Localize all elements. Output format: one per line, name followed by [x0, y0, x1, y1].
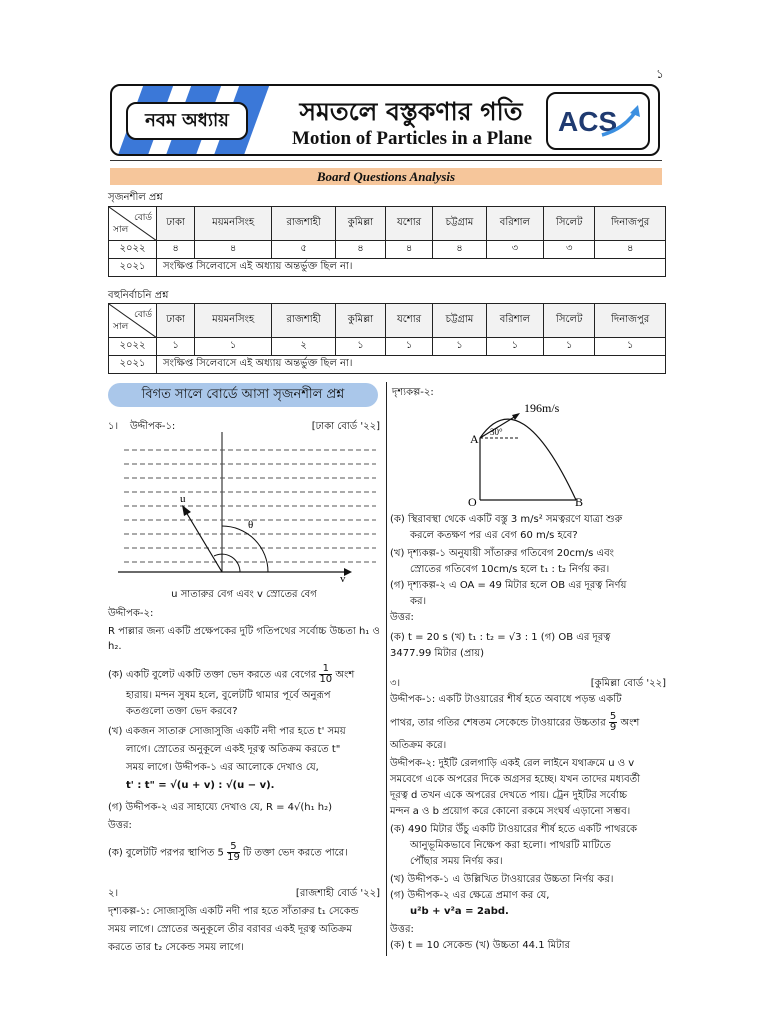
river-figure [118, 432, 380, 582]
stimulus-1-line: উদ্দীপক-১: একটি টাওয়ারের শীর্ষ হতে অবাধে পড়ন্ত একটি [390, 694, 622, 705]
mcq-label: বহুনির্বাচনি প্রশ্ন [108, 290, 169, 301]
answer-text: (ক) t = 10 সেকেন্ড (খ) উচ্চতা 44.1 মিটার [390, 940, 571, 951]
q1-number: ১। [108, 421, 119, 432]
question-c: (গ) উদ্দীপক-২ এর সাহায্যে দেখাও যে, R = 4√(h₁ h₂) [108, 802, 333, 813]
corner-cell: বোর্ড সাল [109, 207, 157, 241]
board-header: সিলেট [544, 304, 595, 338]
board-header: বরিশাল [486, 304, 543, 338]
header-rule [110, 160, 662, 161]
chapter-title-bn: সমতলে বস্তুকণার গতি [299, 97, 523, 126]
corner-cell: বোর্ড সাল [109, 304, 157, 338]
answer-text: (ক) বুলেটটি পরপর স্থাপিত 5 $\frac{5}{19}$ টি তক্তা ভেদ করতে পারে। [108, 841, 348, 863]
table-row: ২০২১ সংক্ষিপ্ত সিলেবাসে এই অধ্যায় অন্তর্ভুক্ত ছিল না। [109, 259, 666, 277]
point-b-label: B [575, 495, 584, 509]
q1-stimulus-label: উদ্দীপক-১: [130, 421, 176, 432]
q3-number: ৩। [390, 678, 401, 689]
question-c-line: কর। [410, 596, 427, 607]
q2-text: করতে তার t₂ সেকেন্ড সময় লাগে। [108, 942, 244, 953]
chapter-banner [110, 84, 660, 156]
acs-logo-mark [552, 99, 644, 143]
answer-text: 3477.99 মিটার (প্রায়) [390, 648, 485, 659]
table-row: ২০২২ ১ ১ ২ ১ ১ ১ ১ ১ ১ [109, 338, 666, 356]
creative-table [108, 206, 666, 277]
board-header: চট্টগ্রাম [433, 304, 486, 338]
board-header: রাজশাহী [272, 207, 336, 241]
board-header: দিনাজপুর [595, 304, 666, 338]
question-a-line: পৌঁছার সময় নির্ণয় কর। [410, 856, 503, 867]
scene-2-label: দৃশ্যকল্প-২: [392, 387, 434, 398]
answer-label: উত্তর: [390, 924, 414, 935]
question-c-line: (গ) উদ্দীপক-২ এর ক্ষেত্রে প্রমাণ কর যে, [390, 890, 550, 901]
question-a-line: (ক) স্থিরাবস্থা থেকে একটি বস্তু 3 m/s² সমত্বরণে যাত্রা শুরু [390, 514, 623, 525]
stimulus-1-line: অতিক্রম করে। [390, 740, 447, 751]
fraction: $\frac{5}{19}$ [227, 841, 240, 863]
board-header: ময়মনসিংহ [195, 207, 272, 241]
question-b-line: (খ) দৃশ্যকল্প-১ অনুযায়ী সাঁতারুর গতিবেগ 20cm/s এবং [390, 548, 614, 559]
board-header: বরিশাল [486, 207, 543, 241]
v-label: v [340, 573, 346, 582]
question-b-line: লাগে। স্রোতের অনুকূলে একই দূরত্ব অতিক্রম করতে t" [126, 744, 341, 755]
stimulus-2-text: R পাল্লার জন্য একটি প্রক্ষেপকের দুটি গতিপথের সর্বোচ্চ উচ্চতা h₁ ও h₂. [108, 626, 380, 652]
table-row: ২০২২ ৪ ৪ ৫ ৪ ৪ ৪ ৩ ৩ ৪ [109, 241, 666, 259]
u-label: u [180, 493, 186, 505]
q2-number: ২। [108, 888, 119, 899]
question-b-line: (খ) একজন সাতারু সোজাসুজি একটি নদী পার হতে t' সময় [108, 726, 346, 737]
board-header: কুমিল্লা [336, 207, 386, 241]
section-title: বিগত সালে বোর্ডে আসা সৃজনশীল প্রশ্ন [108, 383, 378, 407]
mcq-table [108, 303, 666, 374]
table-row: ২০২১ সংক্ষিপ্ত সিলেবাসে এই অধ্যায় অন্তর্ভুক্ত ছিল না। [109, 356, 666, 374]
question-a-line: (ক) 490 মিটার উঁচু একটি টাওয়ারের শীর্ষ হতে একটি পাথরকে [390, 824, 638, 835]
answer-label: উত্তর: [390, 612, 414, 623]
q2-board: [রাজশাহী বোর্ড '২২] [295, 888, 380, 899]
creative-label: সৃজনশীল প্রশ্ন [108, 192, 163, 203]
stimulus-2-line: উদ্দীপক-২: দুইটি রেলগাড়ি একই রেল লাইনে যথাক্রমে u ও v [390, 758, 635, 769]
fraction: $\frac{1}{10}$ [319, 663, 333, 685]
question-a-line: হারায়। মন্দন সুষম হলে, বুলেটটি থামার পূর্বে অনুরূপ [126, 690, 331, 701]
chapter-label: নবম অধ্যায় [126, 102, 248, 140]
projectile-figure [462, 398, 612, 510]
stimulus-2-line: সমবেগে একে অপরের দিকে অগ্রসর হচ্ছে। যখন তাদের মধ্যবর্তী [390, 774, 640, 785]
board-header: যশোর [385, 304, 433, 338]
stimulus-2-line: দূরত্ব d তখন একে অপরের দেখতে পায়। ট্রেন দুইটির সর্বোচ্চ [390, 790, 628, 801]
q1-board: [ঢাকা বোর্ড '২২] [311, 421, 380, 432]
answer-text: (ক) t = 20 s (খ) t₁ : t₂ = √3 : 1 (গ) OB এর দূরত্ব [390, 632, 611, 643]
logo-text: ACS [558, 106, 618, 137]
point-o-label: O [468, 495, 477, 509]
point-a-label: A [470, 432, 479, 446]
board-header: সিলেট [544, 207, 595, 241]
answer-label: উত্তর: [108, 820, 132, 831]
board-header: ময়মনসিংহ [195, 304, 272, 338]
board-header: দিনাজপুর [595, 207, 666, 241]
page-number: ১ [656, 67, 664, 81]
question-a: (ক) একটি বুলেট একটি তক্তা ভেদ করতে এর বেগের $\frac{1}{10}$ অংশ [108, 663, 355, 685]
board-header: ঢাকা [157, 304, 195, 338]
theta-label: θ [248, 519, 254, 531]
question-b-line: (খ) উদ্দীপক-১ এ উল্লিখিত টাওয়ারের উচ্চতা নির্ণয় কর। [390, 874, 614, 885]
stimulus-1-line: পাথর, তার গতির শেষতম সেকেন্ডে টাওয়ারের উচ্চতার $\frac{5}{9}$ অংশ [390, 711, 640, 733]
question-b-line: স্রোতের গতিবেগ 10cm/s হলে t₁ : t₂ নির্ণয় কর। [410, 564, 610, 575]
board-header: যশোর [385, 207, 433, 241]
speed-label: 196m/s [524, 401, 560, 415]
stimulus-2-line: মন্দন a ও b প্রয়োগ করে কোনো রকমে সংঘর্ষ এড়ানো সম্ভব। [390, 806, 631, 817]
q3-board: [কুমিল্লা বোর্ড '২২] [590, 678, 666, 689]
analysis-title: Board Questions Analysis [110, 168, 662, 185]
board-header: ঢাকা [157, 207, 195, 241]
question-c-formula: u²b + v²a = 2abd. [410, 906, 509, 917]
fraction: $\frac{5}{9}$ [609, 711, 617, 733]
acs-logo [546, 92, 650, 150]
question-c-line: (গ) দৃশ্যকল্প-২ এ OA = 49 মিটার হলে OB এর দূরত্ব নির্ণয় [390, 580, 627, 591]
question-a-line: কতগুলো তক্তা ভেদ করবে? [126, 706, 238, 717]
question-b-line: সময় লাগে। উদ্দীপক-১ এর আলোকে দেখাও যে, [126, 762, 319, 773]
question-a-line: করলে কতক্ষণ পর এর বেগ 60 m/s হবে? [410, 530, 578, 541]
board-header: চট্টগ্রাম [433, 207, 486, 241]
question-b-formula: t' : t" = √(u + v) : √(u − v). [126, 780, 275, 791]
q2-text: দৃশ্যকল্প-১: সোজাসুজি একটি নদী পার হতে সাঁতারুর t₁ সেকেন্ড [108, 906, 359, 917]
q2-text: সময় লাগে। স্রোতের অনুকূলে তীর বরাবর একই দূরত্ব অতিক্রম [108, 924, 352, 935]
question-a-line: আনুভূমিকভাবে নিক্ষেপ করা হলো। পাথরটি মাটিতে [410, 840, 611, 851]
figure-caption: u সাতারুর বেগ এবং v স্রোতের বেগ [171, 589, 317, 600]
board-header: কুমিল্লা [336, 304, 386, 338]
stimulus-2-label: উদ্দীপক-২: [108, 608, 154, 619]
chapter-title-en: Motion of Particles in a Plane [291, 128, 533, 149]
board-header: রাজশাহী [272, 304, 336, 338]
angle-label: 30° [490, 427, 503, 437]
